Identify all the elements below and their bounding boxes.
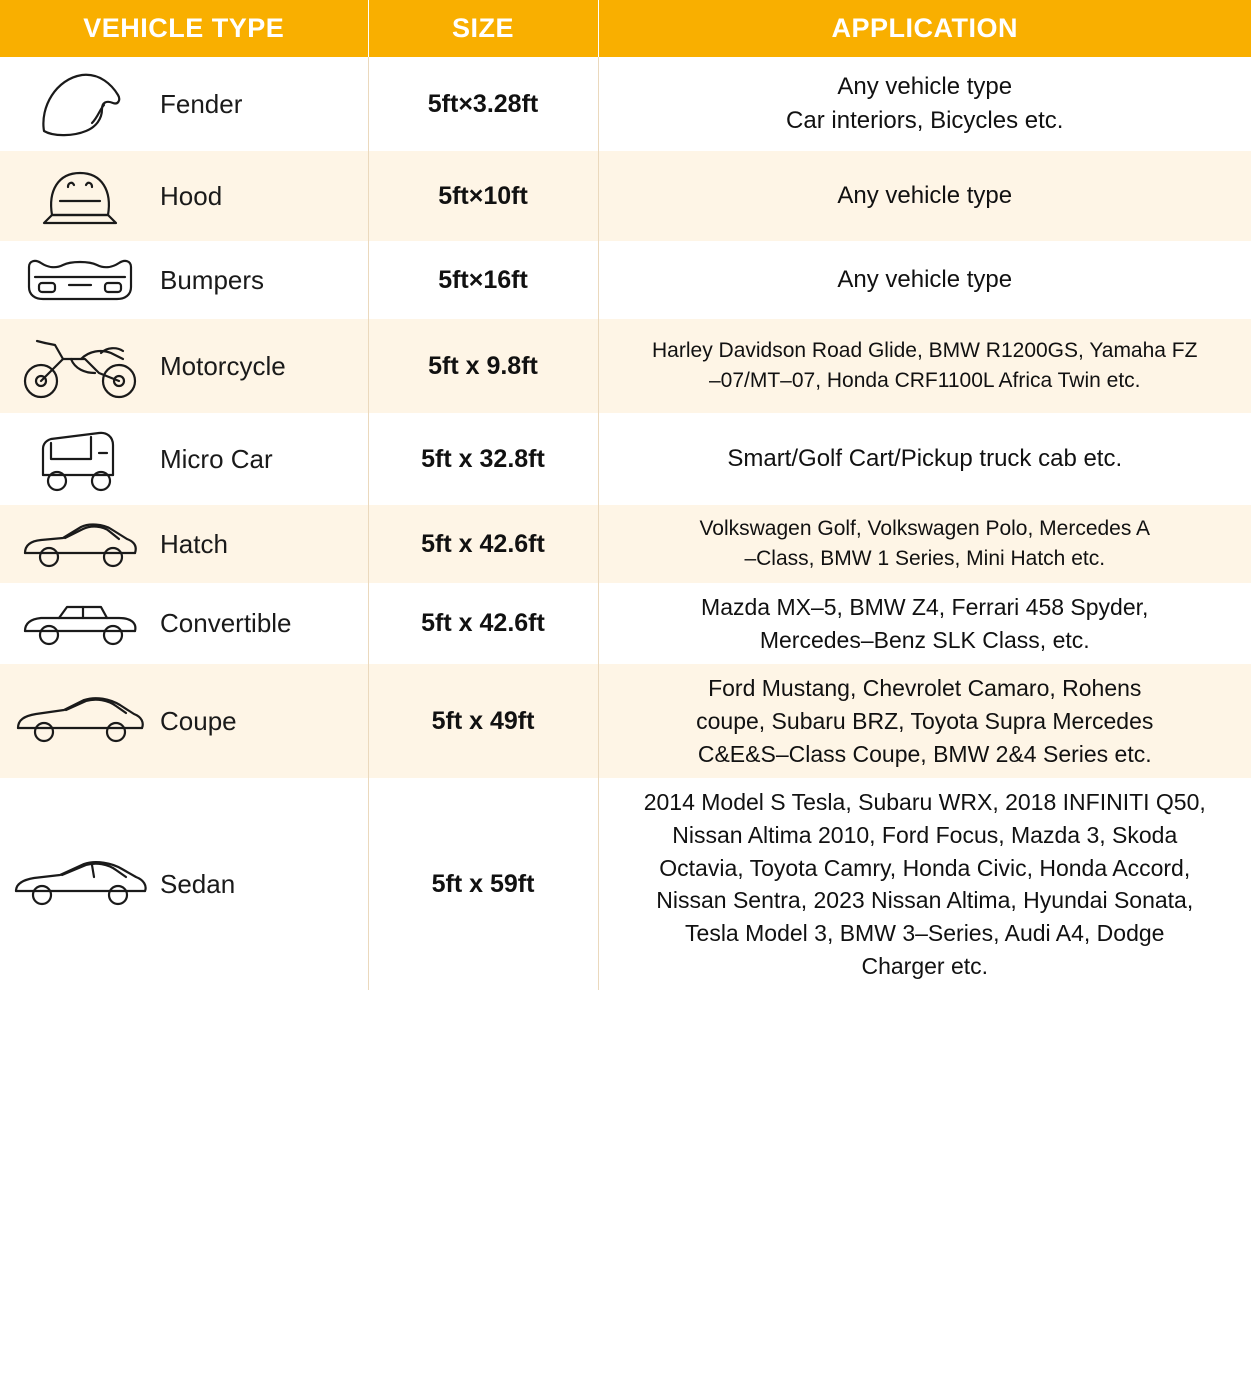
column-header-size: SIZE xyxy=(368,0,598,57)
application-cell xyxy=(598,319,1251,413)
application-line: Volkswagen Golf, Volkswagen Polo, Mercedes A xyxy=(699,517,1151,541)
vehicle-type-cell xyxy=(0,778,368,990)
size-cell: 5ft x 32.8ft xyxy=(368,413,598,505)
sedan-icon xyxy=(0,855,160,913)
convertible-icon xyxy=(0,595,160,653)
vehicle-type-label: Bumpers xyxy=(160,264,265,295)
table-row xyxy=(0,583,1251,664)
size-cell: 5ft×16ft xyxy=(368,241,598,319)
application-cell xyxy=(598,664,1251,778)
application-line: 2014 Model S Tesla, Subaru WRX, 2018 INFINITI Q50, xyxy=(643,789,1206,816)
motorcycle-icon xyxy=(0,329,160,403)
table-row xyxy=(0,413,1251,505)
vehicle-type-label: Coupe xyxy=(160,705,237,736)
application-line: Mazda MX–5, BMW Z4, Ferrari 458 Spyder, xyxy=(701,594,1149,620)
size-cell: 5ft x 49ft xyxy=(368,664,598,778)
application-line: coupe, Subaru BRZ, Toyota Supra Mercedes xyxy=(696,707,1154,734)
vehicle-type-cell xyxy=(0,664,368,778)
application-cell xyxy=(598,778,1251,990)
size-cell: 5ft x 42.6ft xyxy=(368,505,598,583)
application-line: Any vehicle type xyxy=(837,72,1013,100)
vehicle-type-cell xyxy=(0,583,368,664)
size-cell: 5ft x 42.6ft xyxy=(368,583,598,664)
vehicle-type-label: Hood xyxy=(160,180,223,211)
application-line: –07/MT–07, Honda CRF1100L Africa Twin etc. xyxy=(708,369,1141,392)
vehicle-type-cell xyxy=(0,151,368,241)
application-line: Octavia, Toyota Camry, Honda Civic, Honda Accord, xyxy=(659,854,1191,881)
vehicle-type-cell xyxy=(0,57,368,151)
table-header xyxy=(0,0,1251,57)
vehicle-type-label: Sedan xyxy=(160,868,236,899)
vehicle-type-cell xyxy=(0,505,368,583)
vehicle-type-label: Micro Car xyxy=(160,443,273,474)
vehicle-type-label: Convertible xyxy=(160,608,292,639)
application-cell xyxy=(598,241,1251,319)
hood-icon xyxy=(0,161,160,231)
table-row xyxy=(0,151,1251,241)
column-header-vehicle-type: VEHICLE TYPE xyxy=(0,0,368,57)
vehicle-type-label: Fender xyxy=(160,88,243,119)
application-line: C&E&S–Class Coupe, BMW 2&4 Series etc. xyxy=(697,740,1152,767)
fender-icon xyxy=(0,67,160,141)
application-line: Tesla Model 3, BMW 3–Series, Audi A4, Dodge xyxy=(685,919,1165,946)
application-line: Nissan Altima 2010, Ford Focus, Mazda 3, Skoda xyxy=(672,821,1178,848)
vehicle-type-cell xyxy=(0,241,368,319)
vehicle-type-label: Motorcycle xyxy=(160,350,286,381)
table-row xyxy=(0,241,1251,319)
size-cell: 5ft x 59ft xyxy=(368,778,598,990)
application-line: Ford Mustang, Chevrolet Camaro, Rohens xyxy=(708,675,1142,702)
application-cell xyxy=(598,413,1251,505)
application-line: Mercedes–Benz SLK Class, etc. xyxy=(759,626,1090,653)
application-cell xyxy=(598,583,1251,664)
table-row xyxy=(0,505,1251,583)
application-line: Any vehicle type xyxy=(837,181,1013,209)
application-line: Car interiors, Bicycles etc. xyxy=(786,107,1064,134)
table-row xyxy=(0,778,1251,990)
hatchback-icon xyxy=(0,515,160,573)
coupe-icon xyxy=(0,692,160,750)
size-cell: 5ft×10ft xyxy=(368,151,598,241)
application-line: Harley Davidson Road Glide, BMW R1200GS, Yamaha FZ xyxy=(652,339,1198,363)
application-line: –Class, BMW 1 Series, Mini Hatch etc. xyxy=(744,547,1106,570)
bumper-icon xyxy=(0,251,160,309)
application-line: Smart/Golf Cart/Pickup truck cab etc. xyxy=(727,444,1123,472)
application-cell xyxy=(598,57,1251,151)
application-line: Any vehicle type xyxy=(837,265,1013,293)
vehicle-type-label: Hatch xyxy=(160,528,228,559)
size-cell: 5ft×3.28ft xyxy=(368,57,598,151)
size-cell: 5ft x 9.8ft xyxy=(368,319,598,413)
table-row xyxy=(0,319,1251,413)
vehicle-type-cell xyxy=(0,319,368,413)
application-cell xyxy=(598,505,1251,583)
table-row xyxy=(0,664,1251,778)
table-row xyxy=(0,57,1251,151)
application-line: Nissan Sentra, 2023 Nissan Altima, Hyundai Sonata, xyxy=(656,887,1194,914)
vehicle-type-cell xyxy=(0,413,368,505)
application-line: Charger etc. xyxy=(861,952,989,979)
micro-car-icon xyxy=(0,423,160,495)
application-cell xyxy=(598,151,1251,241)
column-header-application: APPLICATION xyxy=(598,0,1251,57)
table-body xyxy=(0,57,1251,990)
